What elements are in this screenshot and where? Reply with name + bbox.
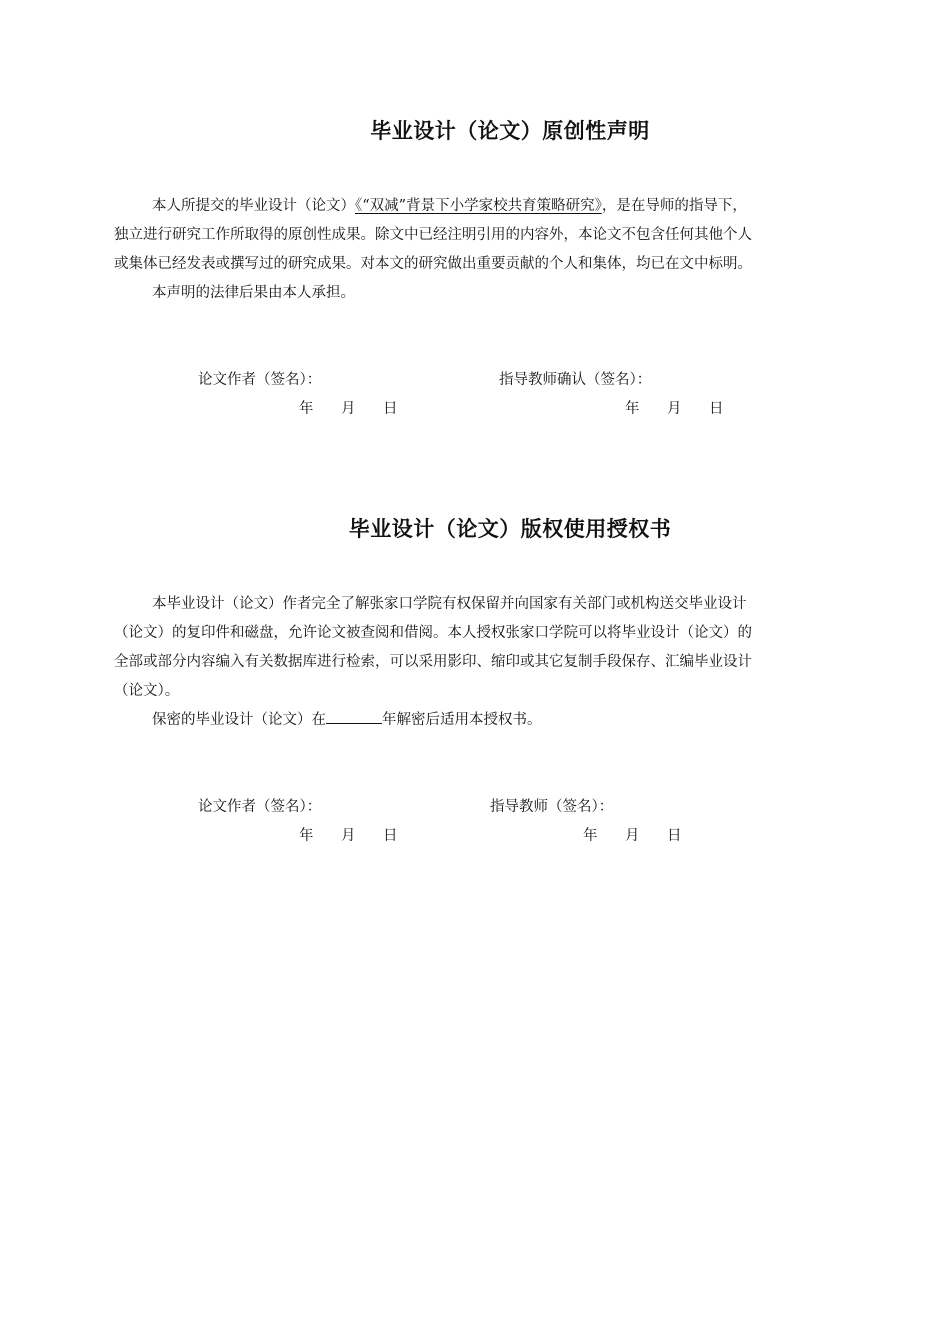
copyright-line-3: 全部或部分内容编入有关数据库进行检索，可以采用影印、缩印或其它复制手段保存、汇编毕业设计 [114,654,752,670]
originality-title: 毕业设计（论文）原创性声明 [370,119,650,143]
date-year: 年 [583,828,598,844]
date-year: 年 [625,401,640,417]
originality-line-1 [114,192,864,221]
copyright-line-4: （论文）。 [114,683,180,699]
originality-line-1-end: ，是在导师的指导下， [601,198,747,214]
copyright-title: 毕业设计（论文）版权使用授权书 [348,517,672,541]
copyright-line-1: 本毕业设计（论文）作者完全了解张家口学院有权保留并向国家有关部门或机构送交毕业设计 [152,596,747,612]
date-month: 月 [667,401,682,417]
copyright-advisor-signature-label: 指导教师（签名）： [490,799,614,815]
date-year: 年 [299,401,314,417]
originality-advisor-date [625,397,751,418]
originality-author-signature-label: 论文作者（签名）： [198,372,322,388]
originality-legal-line: 本声明的法律后果由本人承担。 [152,285,355,301]
copyright-author-signature-label: 论文作者（签名）： [198,799,322,815]
confidential-line [114,706,864,735]
copyright-author-date [299,824,425,845]
copyright-paragraph [114,590,864,735]
originality-line-3: 或集体已经发表或撰写过的研究成果。对本文的研究做出重要贡献的个人和集体，均已在文中标明。 [114,256,752,272]
copyright-advisor-date [583,824,709,845]
confidential-start: 保密的毕业设计（论文）在 [152,712,326,728]
thesis-title: 《“双减”背景下小学家校共育策略研究》 [355,198,602,214]
date-day: 日 [383,401,398,417]
date-month: 月 [341,828,356,844]
date-day: 日 [667,828,682,844]
date-month: 月 [341,401,356,417]
copyright-line-2: （论文）的复印件和磁盘，允许论文被查阅和借阅。本人授权张家口学院可以将毕业设计（论文）的 [114,625,752,641]
originality-author-date [299,397,425,418]
years-blank-field [326,709,382,724]
date-day: 日 [383,828,398,844]
date-day: 日 [709,401,724,417]
date-year: 年 [299,828,314,844]
date-month: 月 [625,828,640,844]
originality-advisor-signature-label: 指导教师确认（签名）： [499,372,652,388]
confidential-end: 年解密后适用本授权书。 [382,712,542,728]
originality-line-1-start: 本人所提交的毕业设计（论文） [152,198,355,214]
originality-paragraph [114,192,864,308]
originality-line-2: 独立进行研究工作所取得的原创性成果。除文中已经注明引用的内容外，本论文不包含任何其他个人 [114,227,752,243]
